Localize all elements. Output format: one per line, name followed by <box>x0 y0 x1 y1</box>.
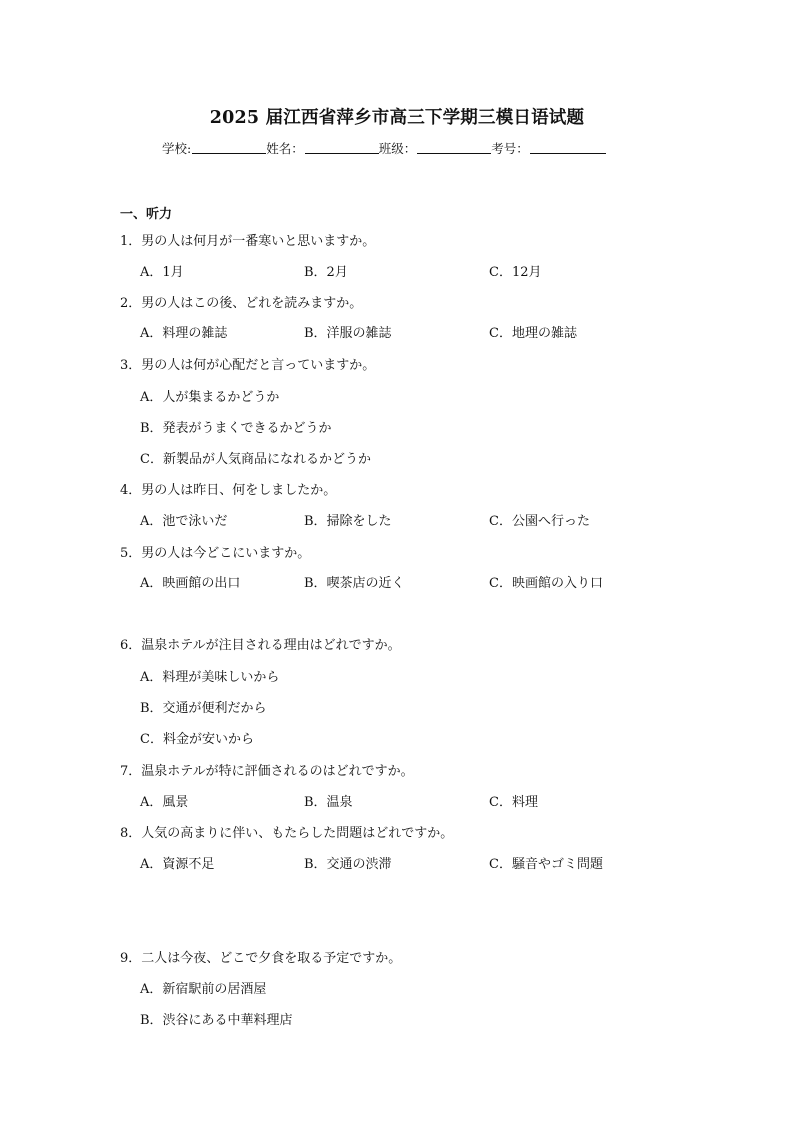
school-blank <box>192 139 266 154</box>
q7-option-c: C．料理 <box>489 795 538 810</box>
question-3: 3．男の人は何が心配だと言っていますか。 <box>120 358 376 373</box>
q5-option-a: A．映画館の出口 <box>140 576 241 591</box>
q9-option-a: A．新宿駅前の居酒屋 <box>140 982 267 997</box>
q6-option-c: C．料金が安いから <box>140 732 254 747</box>
q2-option-b: B．洋服の雑誌 <box>304 326 392 341</box>
student-info-line <box>162 139 642 157</box>
q2-option-a: A．料理の雑誌 <box>140 326 228 341</box>
q8-option-a: A．資源不足 <box>140 857 215 872</box>
q1-option-b: B．2月 <box>304 265 348 280</box>
q3-option-b: B．発表がうまくできるかどうか <box>140 421 332 436</box>
q4-option-b: B．掃除をした <box>304 514 392 529</box>
question-1: 1．男の人は何月が一番寒いと思いますか。 <box>120 234 376 249</box>
question-8: 8．人気の高まりに伴い、もたらした問題はどれですか。 <box>120 826 454 841</box>
q8-option-c: C．騒音やゴミ問題 <box>489 857 603 872</box>
question-4: 4．男の人は昨日、何をしましたか。 <box>120 483 337 498</box>
exam-no-blank <box>530 139 606 154</box>
q5-option-b: B．喫茶店の近く <box>304 576 405 591</box>
q5-option-c: C．映画館の入り口 <box>489 576 603 591</box>
q3-option-a: A．人が集まるかどうか <box>140 390 280 405</box>
class-blank <box>417 139 491 154</box>
q6-option-a: A．料理が美味しいから <box>140 670 280 685</box>
q6-option-b: B．交通が便利だから <box>140 701 267 716</box>
question-2: 2．男の人はこの後、どれを読みますか。 <box>120 296 363 311</box>
question-9: 9．二人は今夜、どこで夕食を取る予定ですか。 <box>120 951 402 966</box>
class-label: 班级： <box>378 141 417 156</box>
q4-option-c: C．公園へ行った <box>489 514 590 529</box>
q2-option-c: C．地理の雑誌 <box>489 326 577 341</box>
q4-option-a: A．池で泳いだ <box>140 514 228 529</box>
question-5: 5．男の人は今どこにいますか。 <box>120 546 311 561</box>
section-heading: 一、听力 <box>120 207 173 222</box>
page-title: 2025 届江西省萍乡市高三下学期三模日语试题 <box>209 108 585 128</box>
question-7: 7．温泉ホテルが特に評価されるのはどれですか。 <box>120 764 414 779</box>
q9-option-b: B．渋谷にある中華料理店 <box>140 1013 293 1028</box>
q7-option-a: A．風景 <box>140 795 189 810</box>
name-blank <box>305 139 379 154</box>
q1-option-a: A．1月 <box>140 265 184 280</box>
name-label: 姓名： <box>266 141 304 156</box>
question-6: 6．温泉ホテルが注目される理由はどれですか。 <box>120 638 401 653</box>
q3-option-c: C．新製品が人気商品になれるかどうか <box>140 452 371 467</box>
q7-option-b: B．温泉 <box>304 795 353 810</box>
q8-option-b: B．交通の渋滞 <box>304 857 392 872</box>
q1-option-c: C．12月 <box>489 265 542 280</box>
school-label: 学校: <box>162 141 192 156</box>
exam-no-label: 考号： <box>491 141 529 156</box>
